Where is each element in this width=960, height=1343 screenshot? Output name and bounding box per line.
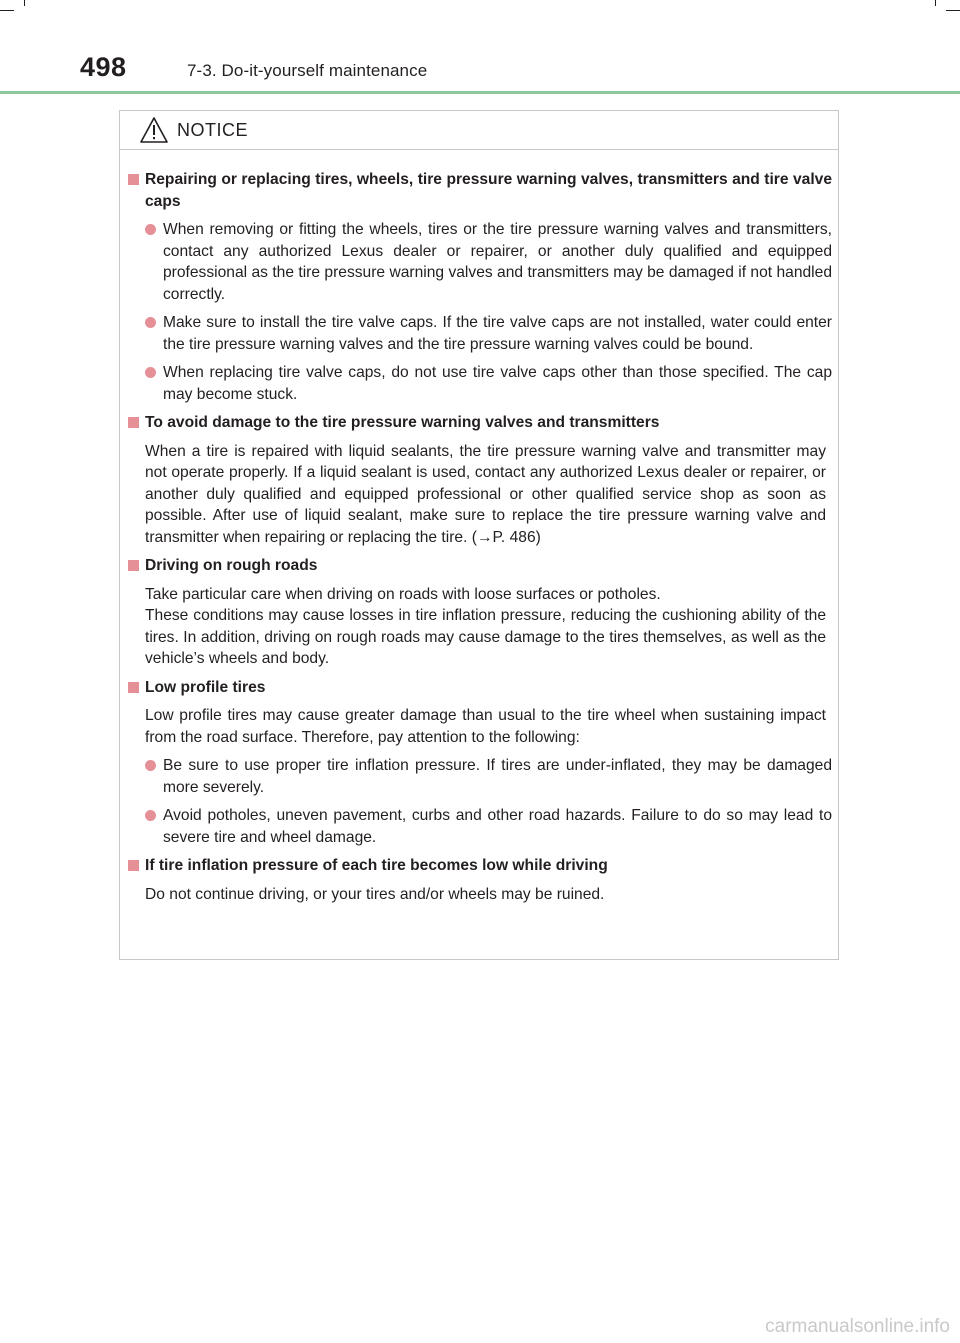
page-header bbox=[0, 0, 960, 96]
list-item bbox=[128, 805, 832, 848]
list-item-text: Be sure to use proper tire inflation pressure. If tires are under-inflated, they may be damaged more severely. bbox=[163, 757, 832, 796]
section-heading-text: Low profile tires bbox=[145, 678, 266, 696]
section-heading-text: To avoid damage to the tire pressure warning valves and transmitters bbox=[145, 414, 660, 431]
square-bullet-icon bbox=[128, 417, 139, 428]
section-title: 7-3. Do-it-yourself maintenance bbox=[187, 61, 428, 80]
header-rule bbox=[0, 91, 960, 94]
list-item bbox=[128, 362, 832, 405]
circle-bullet-icon bbox=[145, 810, 156, 821]
page-number: 498 bbox=[80, 52, 127, 82]
notice-content bbox=[128, 169, 832, 912]
list-item bbox=[128, 755, 832, 798]
notice-label: NOTICE bbox=[177, 120, 249, 140]
list-item-text: When removing or fitting the wheels, tires or the tire pressure warning valves and transmitters, contact any authorized Lexus dealer or repairer, or another duly qualified and equipped professional as the tire pressure warning valves and transmitters may be damaged if not handled correctly. bbox=[163, 221, 832, 303]
circle-bullet-icon bbox=[145, 224, 156, 235]
watermark-text: carmanualsonline.info bbox=[765, 1316, 950, 1337]
circle-bullet-icon bbox=[145, 367, 156, 378]
square-bullet-icon bbox=[128, 860, 139, 871]
section-paragraph: When a tire is repaired with liquid sealants, the tire pressure warning valve and transmitter may not operate properly. If a liquid sealant is used, contact any authorized Lexus dealer or repairer, or another duly qualified and equipped professional or other qualified service shop as soon as possible. After use of liquid sealant, make sure to replace the tire pressure warning valve and transmitter when repairing or replacing the tire. (→P. 486) bbox=[145, 442, 826, 546]
list-item-text: Avoid potholes, uneven pavement, curbs and other road hazards. Failure to do so may lead to severe tire and wheel damage. bbox=[163, 807, 832, 846]
paragraph-line: Take particular care when driving on roads with loose surfaces or potholes. bbox=[145, 585, 661, 603]
section-heading-rough-roads bbox=[128, 555, 832, 577]
section-paragraph: Do not continue driving, or your tires and/or wheels may be ruined. bbox=[145, 885, 605, 903]
section-heading-low-pressure bbox=[128, 855, 832, 877]
square-bullet-icon bbox=[128, 682, 139, 693]
section-heading-low-profile bbox=[128, 677, 832, 699]
square-bullet-icon bbox=[128, 560, 139, 571]
warning-triangle-icon bbox=[139, 116, 169, 144]
circle-bullet-icon bbox=[145, 317, 156, 328]
section-heading-text: If tire inflation pressure of each tire becomes low while driving bbox=[145, 857, 608, 874]
section-heading-text: Driving on rough roads bbox=[145, 557, 318, 574]
notice-box bbox=[119, 110, 839, 960]
paragraph-line: These conditions may cause losses in tire inflation pressure, reducing the cushioning ability of the tires. In addition, driving on rough roads may cause damage to the tires themselves, as well as the vehicle’s wheels and body. bbox=[145, 607, 826, 667]
section-paragraph: Low profile tires may cause greater damage than usual to the tire wheel when sustaining impact from the road surface. Therefore, pay attention to the following: bbox=[145, 707, 826, 746]
section-heading-repairing-tires bbox=[128, 169, 832, 212]
section-heading-avoid-damage bbox=[128, 412, 832, 434]
section-heading-text: Repairing or replacing tires, wheels, tire pressure warning valves, transmitters and tire valve caps bbox=[145, 171, 832, 210]
section-paragraph bbox=[128, 584, 832, 670]
notice-header bbox=[120, 111, 838, 149]
notice-divider bbox=[120, 149, 838, 150]
list-item bbox=[128, 219, 832, 305]
list-item-text: When replacing tire valve caps, do not use tire valve caps other than those specified. The cap may become stuck. bbox=[163, 364, 832, 403]
square-bullet-icon bbox=[128, 174, 139, 185]
list-item-text: Make sure to install the tire valve caps. If the tire valve caps are not installed, water could enter the tire pressure warning valves and the tire pressure warning valves could be bound. bbox=[163, 314, 832, 353]
list-item bbox=[128, 312, 832, 355]
circle-bullet-icon bbox=[145, 760, 156, 771]
